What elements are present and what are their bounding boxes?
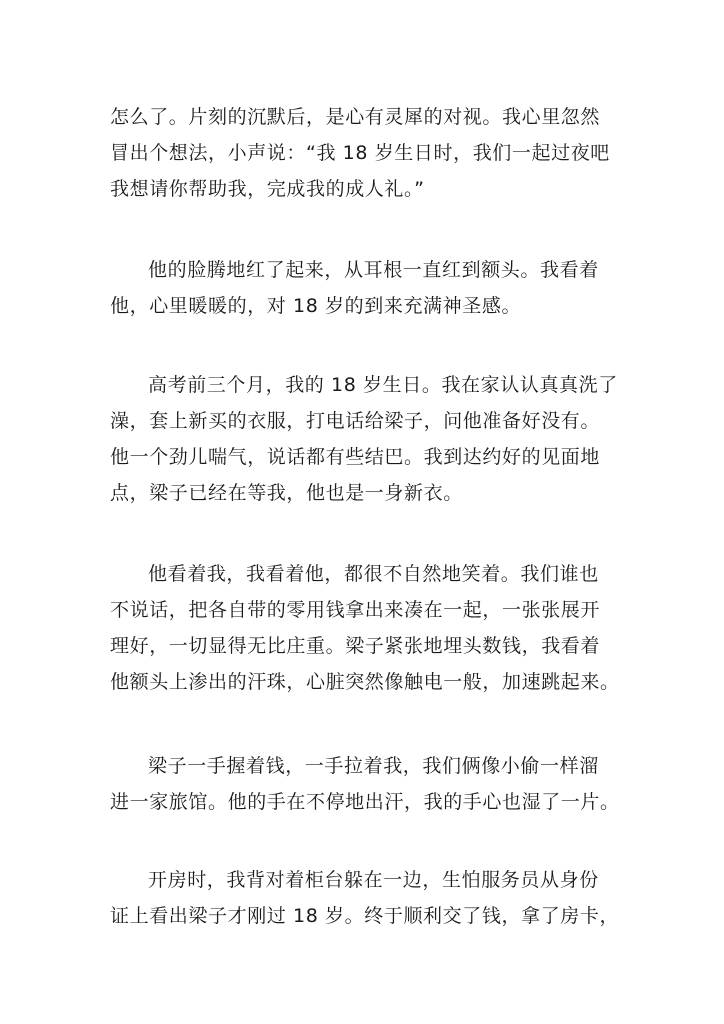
paragraph-2 (110, 252, 620, 324)
paragraph-line: 他一个劲儿喘气，说话都有些结巴。我到达约好的见面地 (110, 446, 601, 468)
paragraph-line: 他，心里暖暖的，对 18 岁的到来充满神圣感。 (110, 295, 522, 317)
paragraph-line: 高考前三个月，我的 18 岁生日。我在家认认真真洗了 (148, 374, 618, 396)
paragraph-line: 澡，套上新买的衣服，打电话给梁子，问他准备好没有。 (110, 410, 601, 432)
paragraph-line: 不说话，把各自带的零用钱拿出来凑在一起，一张张展开 (110, 599, 601, 621)
paragraph-line: 进一家旅馆。他的手在不停地出汗，我的手心也湿了一片。 (110, 791, 620, 813)
paragraph-line: 梁子一手握着钱，一手拉着我，我们俩像小偷一样溜 (148, 755, 599, 777)
paragraph-4 (110, 556, 620, 700)
paragraph-line: 他额头上渗出的汗珠，心脏突然像触电一般，加速跳起来。 (110, 671, 620, 693)
paragraph-line: 证上看出梁子才刚过 18 岁。终于顺利交了钱，拿了房卡， (110, 905, 620, 927)
paragraph-line: 他看着我，我看着他，都很不自然地笑着。我们谁也 (148, 563, 599, 585)
paragraph-line: 他的脸腾地红了起来，从耳根一直红到额头。我看着 (148, 259, 599, 281)
paragraph-1 (110, 99, 620, 207)
paragraph-line: 开房时，我背对着柜台躲在一边，生怕服务员从身份 (148, 869, 599, 891)
paragraph-3 (110, 367, 620, 511)
paragraph-line: 我想请你帮助我，完成我的成人礼。” (110, 178, 425, 200)
paragraph-5 (110, 748, 620, 820)
paragraph-6 (110, 862, 620, 934)
paragraph-line: 理好，一切显得无比庄重。梁子紧张地埋头数钱，我看着 (110, 635, 601, 657)
paragraph-line: 怎么了。片刻的沉默后，是心有灵犀的对视。我心里忽然 (110, 106, 601, 128)
paragraph-line: 点，梁子已经在等我，他也是一身新衣。 (110, 482, 463, 504)
paragraph-line: 冒出个想法，小声说：“我 18 岁生日时，我们一起过夜吧 (110, 142, 610, 164)
